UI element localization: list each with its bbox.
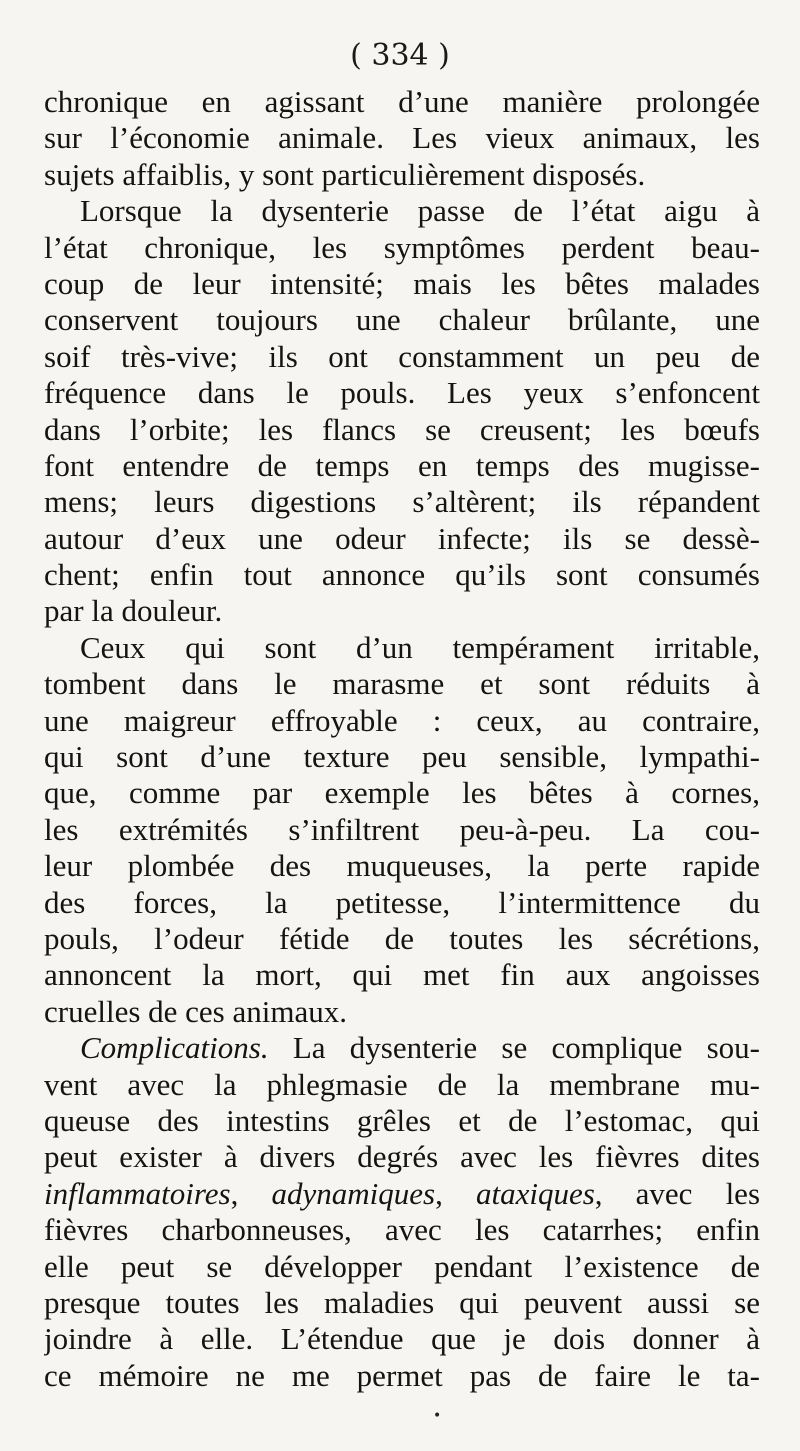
text-fragment: joindre à elle. L’étendue que je dois donner à bbox=[44, 1321, 760, 1357]
text-fragment: La dysenterie se complique sou- bbox=[268, 1030, 760, 1066]
text-line bbox=[44, 1139, 760, 1175]
text-line: coup de leur intensité; mais les bêtes malades bbox=[44, 265, 760, 301]
text-fragment: fièvres charbonneuses, avec les catarrhes; enfin bbox=[44, 1212, 760, 1248]
text-line: dans l’orbite; les flancs se creusent; les bœufs bbox=[44, 411, 760, 447]
text-line: qui sont d’une texture peu sensible, lympathi- bbox=[44, 739, 760, 775]
text-line: chronique en agissant d’une manière prolongée bbox=[44, 84, 760, 119]
page-number: ( 334 ) bbox=[350, 38, 450, 73]
text-line bbox=[44, 1358, 760, 1394]
text-line: pouls, l’odeur fétide de toutes les sécrétions, bbox=[44, 920, 760, 956]
text-line: sujets affaiblis, y sont particulièrement disposés. bbox=[44, 156, 646, 192]
italic-fragment: adynamiques bbox=[271, 1175, 436, 1211]
text-line bbox=[44, 1212, 760, 1248]
text-fragment: vent avec la phlegmasie de la membrane mu- bbox=[44, 1066, 760, 1102]
text-fragment: , avec les bbox=[594, 1175, 760, 1211]
text-line: sur l’économie animale. Les vieux animaux, les bbox=[44, 120, 760, 156]
body-text bbox=[44, 84, 760, 1394]
text-line bbox=[44, 1321, 760, 1357]
italic-fragment: ataxiques bbox=[475, 1175, 595, 1211]
text-line: annoncent la mort, qui met fin aux angoisses bbox=[44, 957, 760, 993]
text-line: autour d’eux une odeur infecte; ils se dessè- bbox=[44, 520, 760, 556]
text-line: tombent dans le marasme et sont réduits à bbox=[44, 666, 760, 702]
text-line: chent; enfin tout annonce qu’ils sont consumés bbox=[44, 557, 760, 593]
text-line: Ceux qui sont d’un tempérament irritable, bbox=[80, 629, 760, 665]
text-line: des forces, la petitesse, l’intermittence du bbox=[44, 884, 760, 920]
text-line bbox=[44, 1030, 760, 1066]
paragraph-1 bbox=[44, 84, 760, 193]
italic-fragment: Complications. bbox=[80, 1030, 269, 1066]
text-line: par la douleur. bbox=[44, 593, 223, 629]
text-fragment: , bbox=[230, 1175, 272, 1211]
text-line bbox=[44, 1067, 760, 1103]
text-line bbox=[44, 1176, 760, 1212]
text-line: fréquence dans le pouls. Les yeux s’enfoncent bbox=[44, 375, 760, 411]
text-line: font entendre de temps en temps des mugisse- bbox=[44, 447, 760, 483]
text-line: conservent toujours une chaleur brûlante, une bbox=[44, 302, 760, 338]
text-line bbox=[44, 1103, 760, 1139]
text-fragment: queuse des intestins grêles et de l’estomac, qui bbox=[44, 1102, 760, 1138]
italic-fragment: inflammatoires bbox=[44, 1175, 231, 1211]
text-line: l’état chronique, les symptômes perdent beau- bbox=[44, 229, 760, 265]
paragraph-2 bbox=[44, 193, 760, 630]
text-line: les extrémités s’infiltrent peu-à-peu. La cou- bbox=[44, 811, 760, 847]
text-line: mens; leurs digestions s’altèrent; ils répandent bbox=[44, 484, 760, 520]
text-line: une maigreur effroyable : ceux, au contraire, bbox=[44, 702, 760, 738]
text-line: soif très-vive; ils ont constamment un peu de bbox=[44, 338, 760, 374]
bottom-mark: • bbox=[433, 1408, 442, 1424]
text-line: que, comme par exemple les bêtes à cornes, bbox=[44, 775, 760, 811]
text-fragment: elle peut se développer pendant l’existence de bbox=[44, 1248, 760, 1284]
text-line bbox=[44, 1285, 760, 1321]
text-fragment: peut exister à divers degrés avec les fièvres dites bbox=[44, 1139, 760, 1175]
text-line bbox=[44, 1249, 760, 1285]
text-fragment: ce mémoire ne me permet pas de faire le ta- bbox=[44, 1357, 760, 1393]
text-line: Lorsque la dysenterie passe de l’état aigu à bbox=[80, 193, 760, 229]
paragraph-4 bbox=[44, 1030, 760, 1394]
text-line: cruelles de ces animaux. bbox=[44, 993, 347, 1029]
text-fragment: , bbox=[435, 1175, 476, 1211]
text-line: leur plombée des muqueuses, la perte rapide bbox=[44, 848, 760, 884]
text-fragment: presque toutes les maladies qui peuvent aussi se bbox=[44, 1284, 760, 1320]
paragraph-3 bbox=[44, 630, 760, 1030]
